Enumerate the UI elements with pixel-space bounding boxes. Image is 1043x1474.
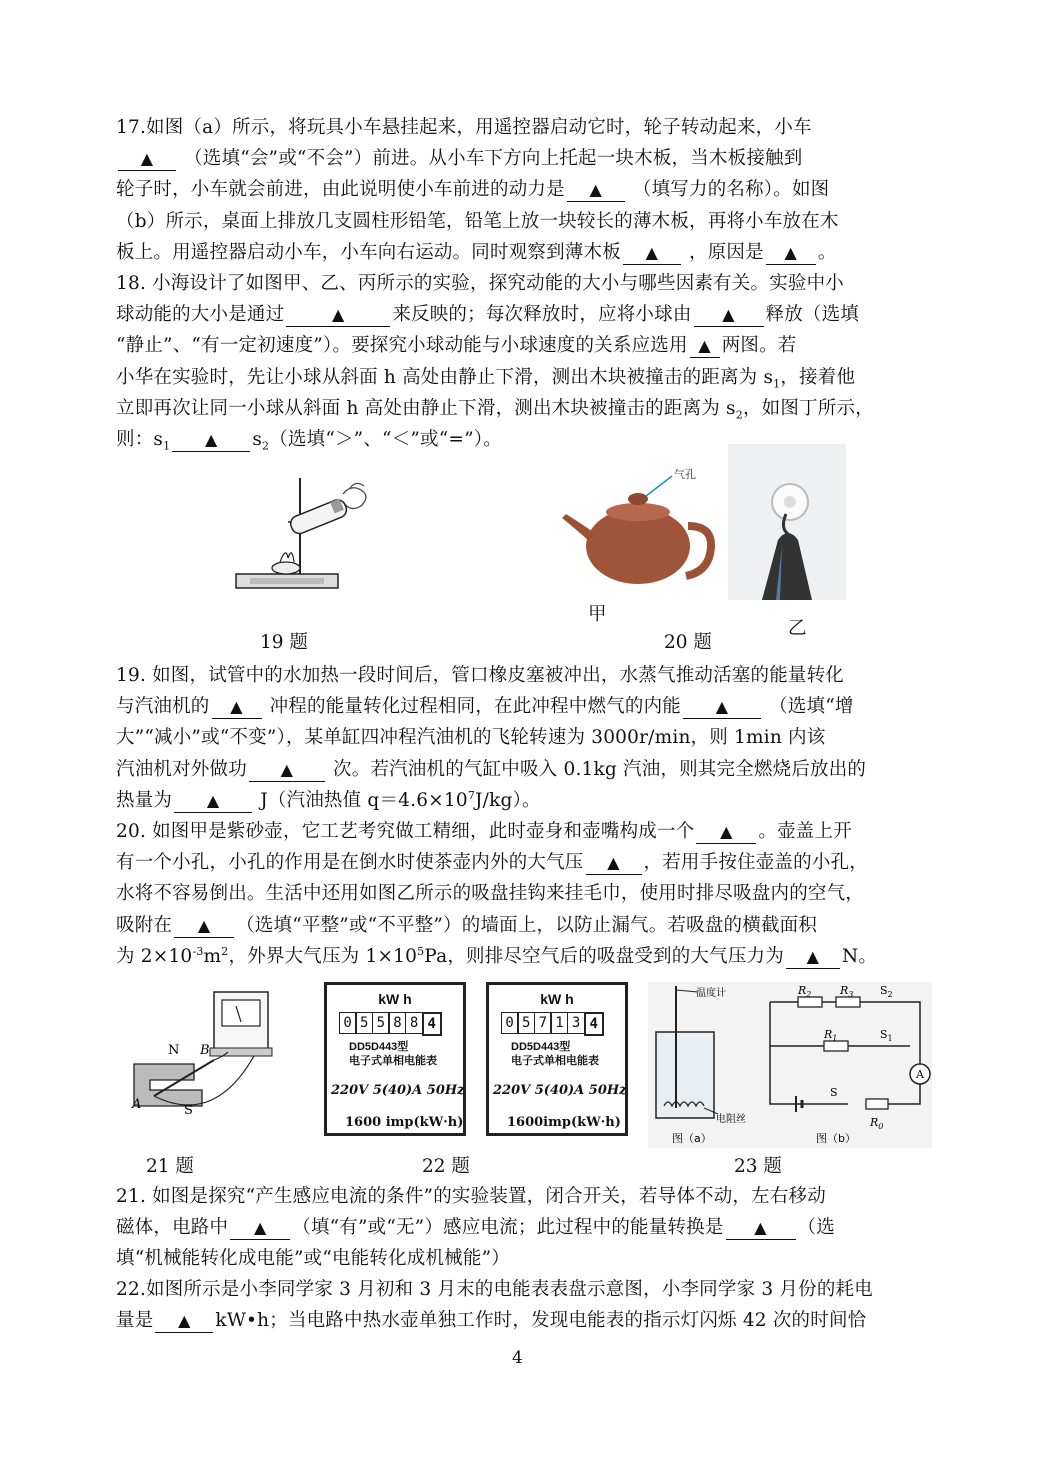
meter-reading: 0 5 5 8 8 4 bbox=[340, 1012, 442, 1036]
answer-blank[interactable]: ▲ bbox=[694, 304, 764, 327]
answer-blank[interactable]: ▲ bbox=[172, 429, 250, 452]
magnet-south-label: S bbox=[184, 1103, 193, 1118]
label-yi: 乙 bbox=[788, 618, 807, 639]
answer-blank[interactable]: ▲ bbox=[249, 759, 325, 782]
page-number: 4 bbox=[512, 1348, 523, 1368]
answer-blank[interactable]: ▲ bbox=[174, 915, 234, 938]
teapot-figure bbox=[556, 466, 716, 590]
answer-blank[interactable]: ▲ bbox=[118, 148, 176, 171]
answer-blank[interactable]: ▲ bbox=[212, 696, 262, 719]
answer-blank[interactable]: ▲ bbox=[690, 335, 720, 358]
svg-text:S: S bbox=[830, 1086, 838, 1099]
svg-text:R0: $R_0$ bbox=[870, 1116, 884, 1131]
resistor-wire-label: 电阻丝 bbox=[716, 1114, 746, 1125]
test-tube-heating-figure bbox=[228, 470, 378, 620]
question-20: 20. 如图甲是紫砂壶，它工艺考究做工精细，此时壶身和壶嘴构成一个 ▲ 。壶盖上开 有一个小孔，小孔的作用是在倒水时使茶壶内外的大气压 ▲ ，若用手按住壶盖的小孔， 水将不容易倒出。生活中还用如图乙所示的吸盘挂钩来挂毛巾，使用时排尽吸盘内的空气， 吸附在 ▲ （选填“平整”或“不平整”）的墙面上，以防止漏气。若吸盘的横截面积 为 $2\times 10^{-3}m^2$，外界大气压为 $1\times 10^5Pa$，则排尽空气后的吸盘受到的大气压力为 ▲ N。 bbox=[116, 821, 878, 967]
answer-blank[interactable]: ▲ bbox=[567, 179, 625, 202]
ammeter-label: A bbox=[916, 1068, 924, 1081]
question-18: 18. 小海设计了如图甲、乙、丙所示的实验，探究动能的大小与哪些因素有关。实验中小 球动能的大小是通过 ▲ 来反映的；每次释放时，应将小球由 ▲ 释放（选填 “静止”、“有一定初速度”）。要探究小球动能与小球速度的关系应选用 ▲ 两图。若 小华在实验时，先让小球从斜面 h 高处由静止下滑，测出木块被撞击的距离为 $s_1$，接着他 立即再次让同一小球从斜面 h 高处由静止下滑，测出木块被撞击的距离为 $s_2$，如图丁所示， 则：$s_1$ ▲ $s_2$（选填“＞”、“＜”或“=”）。 bbox=[116, 273, 874, 453]
answer-blank[interactable]: ▲ bbox=[696, 821, 756, 844]
electric-meter-march-start: kW h 0 5 5 8 8 4 DD5D443型 电子式单相电能表 220V 5(40)A 50Hz 1600 imp(kW·h) bbox=[324, 982, 466, 1136]
svg-text:R1: $R_1$ bbox=[824, 1028, 838, 1043]
svg-text:R3: $R_3$ bbox=[840, 984, 854, 999]
answer-blank[interactable]: ▲ bbox=[766, 242, 816, 265]
suction-hook-icon bbox=[728, 444, 846, 600]
figure-caption-21: 21 题 bbox=[146, 1156, 194, 1177]
suction-hook-photo bbox=[728, 444, 846, 600]
answer-blank[interactable]: ▲ bbox=[586, 852, 642, 875]
meter-reading: 0 5 7 1 3 4 bbox=[502, 1012, 604, 1036]
answer-blank[interactable]: ▲ bbox=[174, 790, 252, 813]
answer-blank[interactable]: ▲ bbox=[623, 242, 681, 265]
figure-caption-23: 23 题 bbox=[734, 1156, 782, 1177]
answer-blank[interactable]: ▲ bbox=[683, 696, 761, 719]
question-21: 21. 如图是探究“产生感应电流的条件”的实验装置，闭合开关，若导体不动，左右移动 磁体，电路中 ▲ （填“有”或“无”）感应电流；此过程中的能量转换是 ▲ （选 填“机械能转化成电能”或“电能转化成机械能”） bbox=[116, 1186, 835, 1270]
figure-caption-20: 20 题 bbox=[664, 632, 712, 653]
thermometer-label: 温度计 bbox=[696, 988, 726, 999]
electric-meter-march-end: kW h 0 5 7 1 3 4 DD5D443型 电子式单相电能表 220V 5(40)A 50Hz 1600imp(kW·h) bbox=[486, 982, 628, 1136]
figure-b-label: 图（b） bbox=[816, 1132, 856, 1145]
figure-caption-22: 22 题 bbox=[422, 1156, 470, 1177]
svg-text:R2: $R_2$ bbox=[798, 984, 812, 999]
heating-circuit-figure bbox=[648, 982, 932, 1148]
magnet-north-label: N bbox=[168, 1043, 180, 1058]
answer-blank[interactable]: ▲ bbox=[230, 1217, 290, 1240]
answer-blank[interactable]: ▲ bbox=[786, 946, 840, 969]
conductor-end-a: A bbox=[132, 1097, 142, 1112]
svg-text:S1: $S_1$ bbox=[880, 1028, 893, 1043]
figure-caption-19: 19 题 bbox=[260, 632, 308, 653]
question-19: 19. 如图，试管中的水加热一段时间后，管口橡皮塞被冲出，水蒸气推动活塞的能量转化 与汽油机的 ▲ 冲程的能量转化过程相同，在此冲程中燃气的内能 ▲ （选填“增 大”“减小”或“不变”），某单缸四冲程汽油机的飞轮转速为 3000r/min，则 1min 内该 汽油机对外做功 ▲ 次。若汽油机的气缸中吸入 0.1kg 汽油，则其完全燃烧后放出的 热量为 ▲ J（汽油热值 $q=4.6\times 10^7J/kg$）。 bbox=[116, 665, 867, 811]
label-jia: 甲 bbox=[588, 604, 607, 625]
question-22: 22.如图所示是小李同学家 3 月初和 3 月末的电能表表盘示意图，小李同学家 3 月份的耗电 量是 ▲ kW•h；当电路中热水壶单独工作时，发现电能表的指示灯闪烁 42 次的时间恰 bbox=[116, 1279, 873, 1332]
induction-experiment-figure bbox=[124, 988, 274, 1128]
conductor-end-b: B bbox=[200, 1043, 210, 1058]
svg-text:S2: $S_2$ bbox=[880, 984, 893, 999]
question-17: 17.如图（a）所示，将玩具小车悬挂起来，用遥控器启动它时，轮子转动起来，小车 ▲ （选填“会”或“不会”）前进。从小车下方向上托起一块木板，当木板接触到 轮子时，小车就会前进，由此说明使小车前进的动力是 ▲ （填写力的名称）。如图 （b）所示，桌面上排放几支圆柱形铅笔，铅笔上放一块较长的薄木板，再将小车放在木 板上。用遥控器启动小车，小车向右运动。同时观察到薄木板 ▲ ，原因是 ▲ 。 bbox=[116, 117, 839, 263]
answer-blank[interactable]: ▲ bbox=[726, 1217, 796, 1240]
figure-a-label: 图（a） bbox=[672, 1132, 712, 1145]
answer-blank[interactable]: ▲ bbox=[286, 304, 390, 327]
answer-blank[interactable]: ▲ bbox=[155, 1310, 213, 1333]
air-hole-label: 气孔 bbox=[674, 468, 696, 481]
